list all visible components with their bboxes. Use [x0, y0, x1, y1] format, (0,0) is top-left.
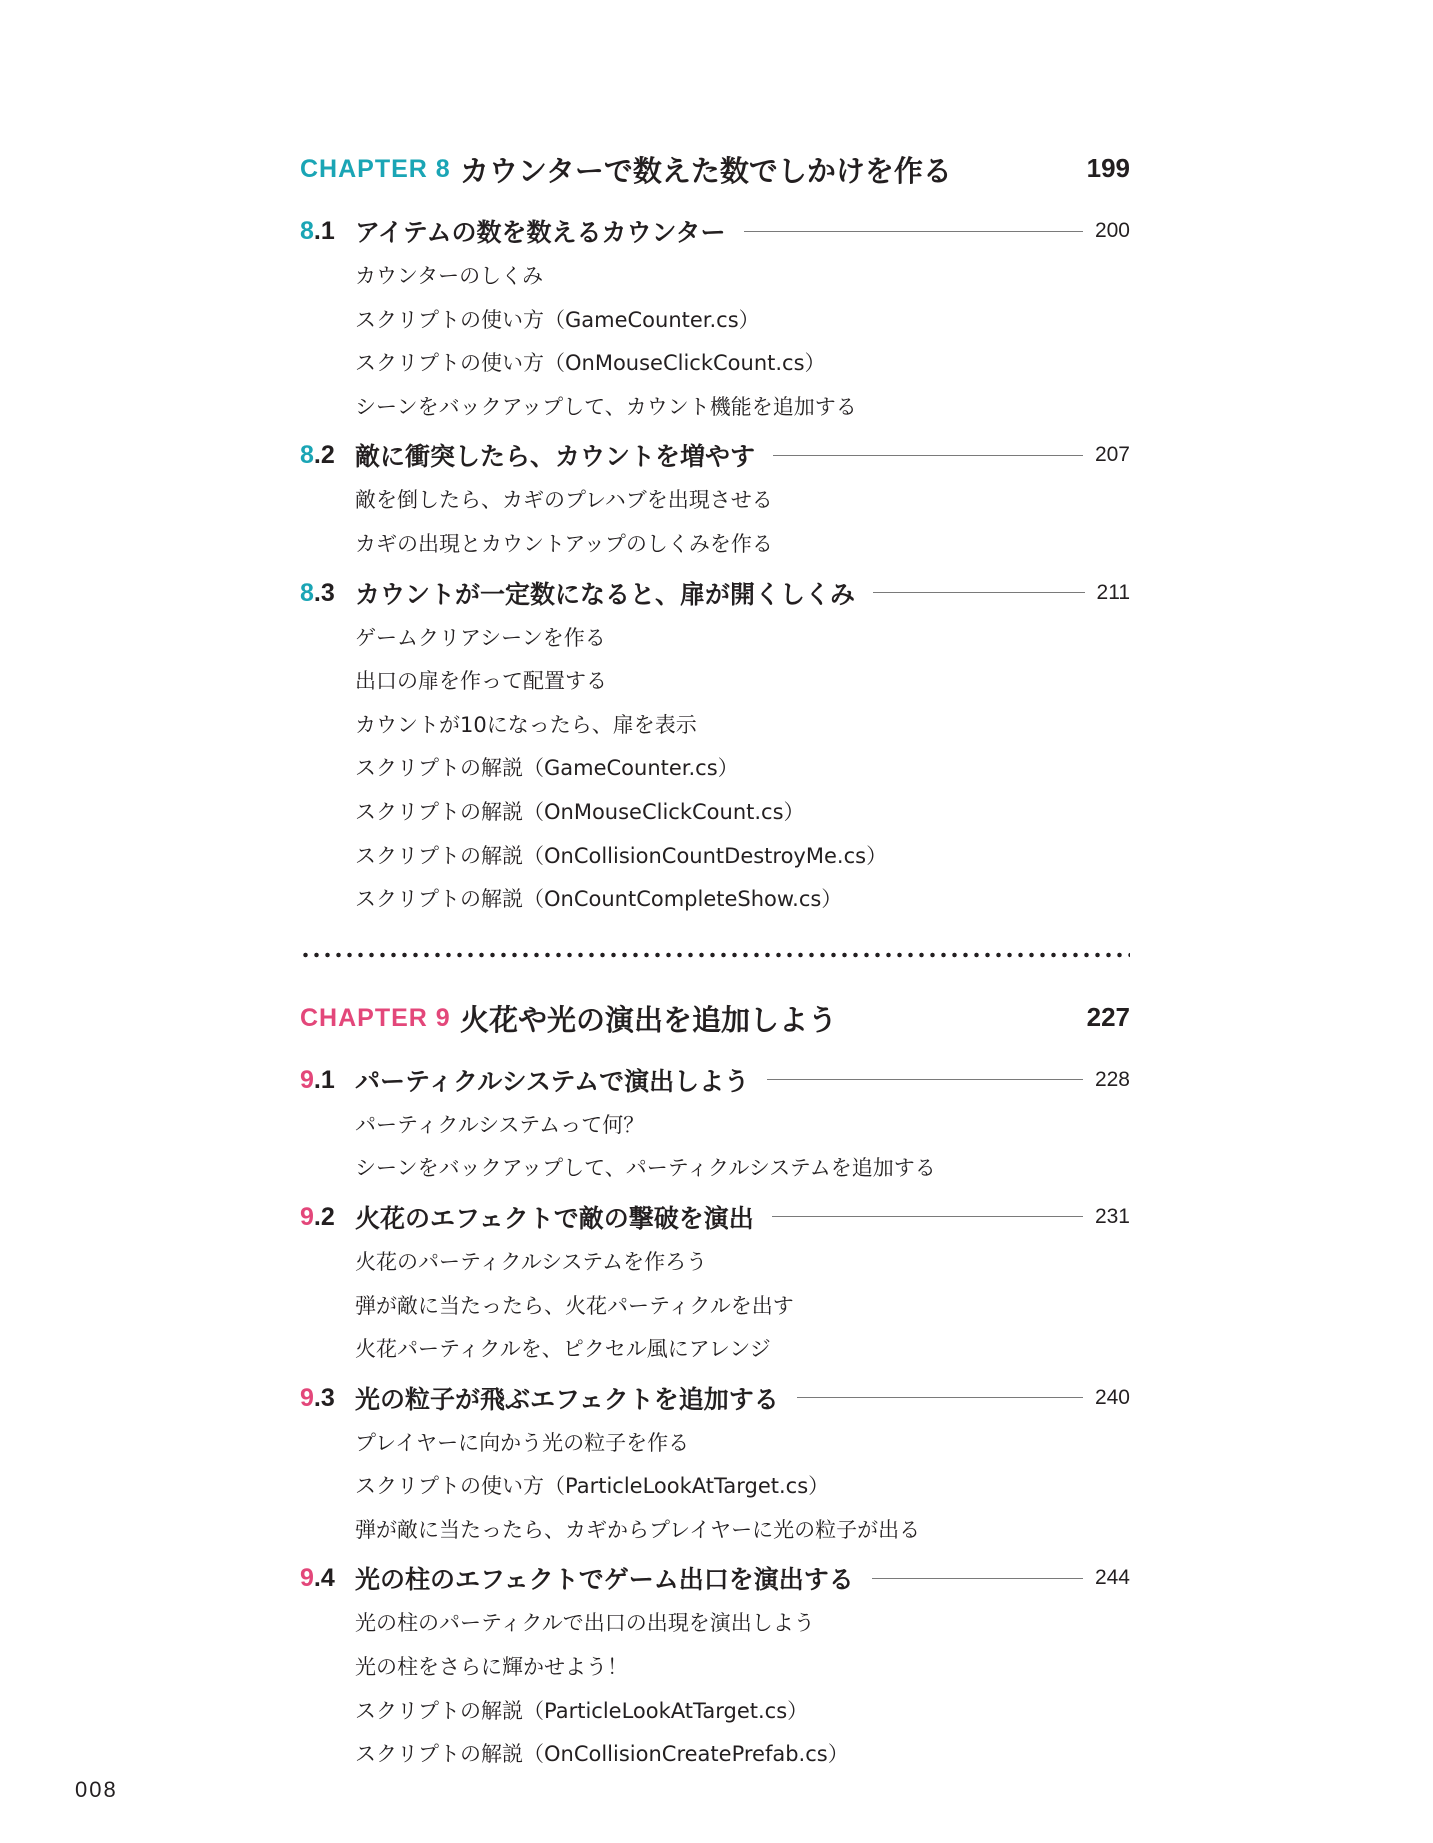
section-page-number: 200 [1094, 219, 1130, 242]
subsection-item: スクリプトの使い方（ParticleLookAtTarget.cs） [355, 1474, 830, 1499]
chapter-heading [300, 145, 1130, 205]
section-title: パーティクルシステムで演出しよう [355, 1066, 750, 1096]
subsection-item: 敵を倒したら、カギのプレハブを出現させる [355, 488, 773, 513]
section-page-number: 231 [1094, 1204, 1130, 1228]
subsection-item: 光の柱をさらに輝かせよう！ [355, 1655, 628, 1680]
section-number: 9.4 [300, 1564, 335, 1593]
leader-line [872, 1578, 1083, 1579]
section-page-number: 211 [1096, 580, 1130, 604]
subsection-item: スクリプトの解説（GameCounter.cs） [355, 756, 739, 781]
section-heading [300, 573, 1130, 617]
subsection-item: 火花パーティクルを、ピクセル風にアレンジ [355, 1337, 771, 1362]
subsection-item: スクリプトの使い方（OnMouseClickCount.cs） [355, 351, 826, 376]
chapter-heading [300, 994, 1130, 1054]
subsection-item: スクリプトの解説（OnCountCompleteShow.cs） [355, 887, 843, 912]
section-number: 9.1 [300, 1065, 335, 1094]
subsection-item: カウンターのしくみ [355, 264, 544, 288]
leader-line [767, 1079, 1083, 1080]
chapter-page-number: 227 [1086, 1001, 1130, 1032]
subsection-item: スクリプトの使い方（GameCounter.cs） [355, 307, 760, 332]
section-page-number: 244 [1094, 1566, 1130, 1590]
subsection-item: シーンをバックアップして、カウント機能を追加する [355, 394, 857, 419]
section-heading [300, 1558, 1130, 1602]
subsection-item: スクリプトの解説（ParticleLookAtTarget.cs） [355, 1698, 809, 1723]
subsection-item: 光の柱のパーティクルで出口の出現を演出しよう [355, 1611, 815, 1636]
chapter-label: CHAPTER 9 [300, 1003, 451, 1032]
section-number: 9.3 [300, 1383, 335, 1412]
subsection-item: シーンをバックアップして、パーティクルシステムを追加する [355, 1156, 936, 1181]
chapter-page-number: 199 [1086, 153, 1130, 183]
section-title: 光の粒子が飛ぶエフェクトを追加する [355, 1384, 779, 1414]
subsection-item: 火花のパーティクルシステムを作ろう [355, 1249, 708, 1274]
subsection-item: 弾が敵に当たったら、火花パーティクルを出す [355, 1293, 794, 1318]
leader-line [773, 455, 1083, 456]
subsection-item: スクリプトの解説（OnCollisionCreatePrefab.cs） [355, 1742, 849, 1767]
section-number: 8.3 [300, 578, 335, 607]
dotted-divider [300, 952, 1130, 958]
section-number: 9.2 [300, 1202, 335, 1231]
section-title: アイテムの数を数えるカウンター [355, 218, 726, 247]
subsection-item: プレイヤーに向かう光の粒子を作る [355, 1430, 690, 1455]
section-title: カウントが一定数になると、扉が開くしくみ [355, 579, 856, 609]
section-title: 敵に衝突したら、カウントを増やす [355, 442, 756, 472]
subsection-item: スクリプトの解説（OnCollisionCountDestroyMe.cs） [355, 843, 888, 868]
section-page-number: 207 [1094, 443, 1130, 467]
subsection-item: 出口の扉を作って配置する [355, 669, 607, 694]
section-heading [300, 1378, 1130, 1422]
subsection-item: カギの出現とカウントアップのしくみを作る [355, 531, 773, 556]
subsection-item: 弾が敵に当たったら、カギからプレイヤーに光の粒子が出る [355, 1517, 921, 1542]
leader-line [797, 1397, 1083, 1398]
chapter-label: CHAPTER 8 [300, 155, 451, 183]
leader-line [772, 1216, 1083, 1217]
section-title: 火花のエフェクトで敵の撃破を演出 [355, 1203, 754, 1233]
page-number: 008 [75, 1777, 118, 1802]
subsection-item: カウントが10になったら、扉を表示 [355, 712, 697, 737]
section-number: 8.2 [300, 441, 335, 470]
subsection-item: ゲームクリアシーンを作る [355, 625, 606, 650]
section-heading [300, 1197, 1130, 1241]
table-of-contents [300, 145, 1130, 1777]
section-page-number: 240 [1094, 1385, 1130, 1409]
section-heading [300, 1060, 1130, 1104]
leader-line [873, 592, 1085, 593]
chapter-title: 火花や光の演出を追加しよう [460, 1002, 838, 1037]
section-heading [300, 211, 1130, 255]
section-number: 8.1 [300, 217, 335, 245]
section-heading [300, 435, 1130, 479]
subsection-item: パーティクルシステムって何？ [355, 1112, 645, 1137]
subsection-item: スクリプトの解説（OnMouseClickCount.cs） [355, 799, 805, 824]
chapter-title: カウンターで数えた数でしかけを作る [460, 154, 952, 188]
section-title: 光の柱のエフェクトでゲーム出口を演出する [355, 1565, 854, 1595]
section-page-number: 228 [1094, 1067, 1130, 1091]
leader-line [744, 231, 1083, 232]
